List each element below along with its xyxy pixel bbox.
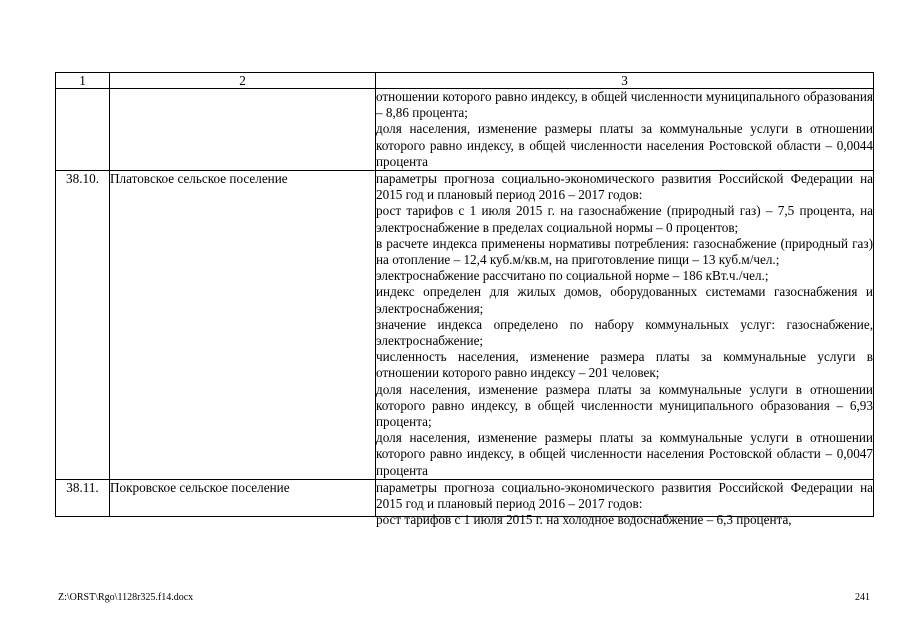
parameters-cell bbox=[376, 479, 874, 528]
table-row-continuation bbox=[56, 89, 874, 171]
parameter-line: численность населения, изменение размера платы за коммунальные услуги в отношении которого равно индексу – 201 человек; bbox=[376, 349, 873, 381]
parameters-clip bbox=[376, 479, 873, 528]
table-row-platovskoe bbox=[56, 171, 874, 480]
parameter-line: доля населения, изменение размеры платы за коммунальные услуги в отношении которого равно индексу, в общей численности населения Ростовской области – 0,0047 процента bbox=[376, 430, 873, 478]
parameter-line: рост тарифов с 1 июля 2015 г. на холодное водоснабжение – 6,3 процента, bbox=[376, 512, 792, 528]
parameter-line: электроснабжение рассчитано по социальной норме – 186 кВт.ч./чел.; bbox=[376, 268, 769, 284]
settlement-name: Покровское сельское поселение bbox=[110, 479, 376, 516]
row-number bbox=[56, 89, 110, 171]
parameters-cell bbox=[376, 171, 874, 480]
table-row-pokrovskoe bbox=[56, 479, 874, 516]
table-header-row bbox=[56, 73, 874, 89]
parameter-line: в расчете индекса применены нормативы потребления: газоснабжение (природный газ) на отопление – 12,4 куб.м/кв.м, на приготовление пищи – 13 куб.м/чел.; bbox=[376, 235, 873, 268]
parameter-line: параметры прогноза социально-экономического развития Российской Федерации на 2015 год и плановый период 2016 – 2017 годов: bbox=[376, 479, 873, 512]
tariff-index-table bbox=[55, 72, 874, 528]
row-number: 38.11. bbox=[56, 479, 110, 516]
header-column-2: 2 bbox=[110, 73, 376, 89]
settlement-name bbox=[110, 89, 376, 171]
parameter-line: значение индекса определено по набору коммунальных услуг: газоснабжение, электроснабжение; bbox=[376, 316, 873, 349]
parameter-line: индекс определен для жилых домов, оборудованных системами газоснабжения и электроснабжения; bbox=[376, 284, 873, 316]
parameter-line: параметры прогноза социально-экономического развития Российской Федерации на 2015 год и плановый период 2016 – 2017 годов: bbox=[376, 171, 873, 203]
parameters-cell bbox=[376, 89, 874, 171]
header-column-1: 1 bbox=[56, 73, 110, 89]
header-column-3: 3 bbox=[376, 73, 874, 89]
parameter-line: доля населения, изменение размеры платы за коммунальные услуги в отношении которого равно индексу, в общей численности населения Ростовской области – 0,0044 процента bbox=[376, 121, 873, 169]
parameter-line: доля населения, изменение размера платы за коммунальные услуги в отношении которого равно индексу, в общей численности муниципального образования – 6,93 процента; bbox=[376, 381, 873, 430]
row-number: 38.10. bbox=[56, 171, 110, 480]
footer-page-number: 241 bbox=[855, 592, 870, 603]
footer-file-path: Z:\ORST\Rgo\1128r325.f14.docx bbox=[58, 592, 194, 603]
settlement-name: Платовское сельское поселение bbox=[110, 171, 376, 480]
parameter-line: рост тарифов с 1 июля 2015 г. на газоснабжение (природный газ) – 7,5 процента, на электроснабжение в пределах социальной нормы – 0 процентов; bbox=[376, 203, 873, 235]
parameter-line: отношении которого равно индексу, в общей численности муниципального образования – 8,86 процента; bbox=[376, 89, 873, 121]
